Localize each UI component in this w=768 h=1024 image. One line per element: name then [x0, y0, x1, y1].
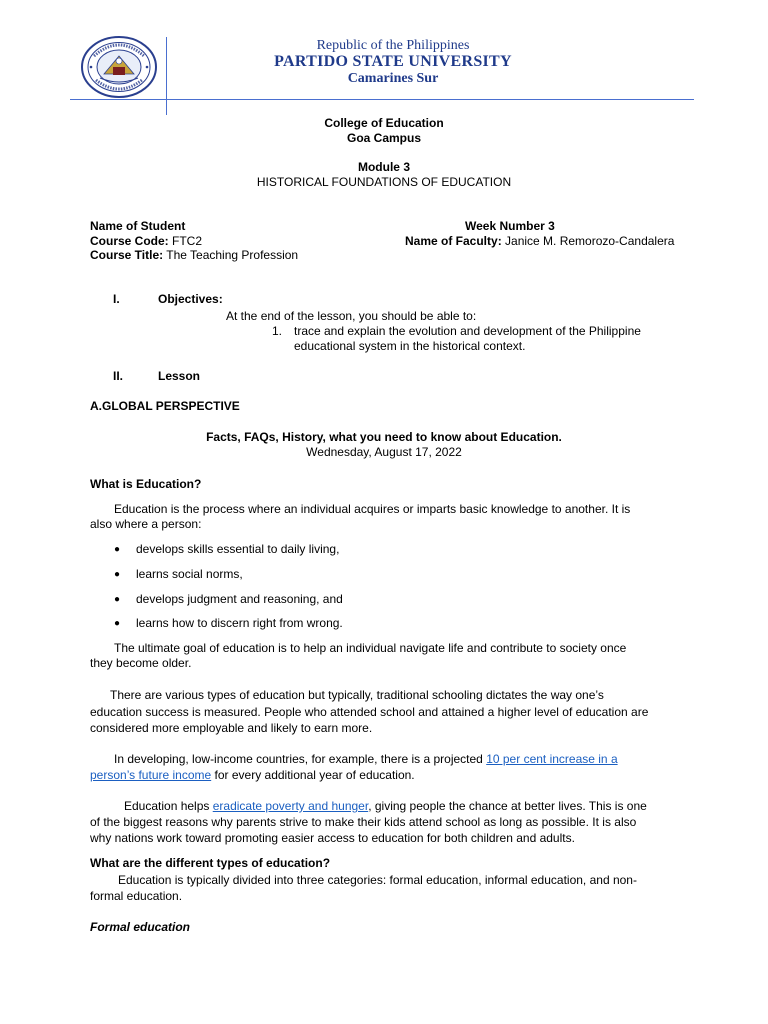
- objectives-heading: Objectives:: [158, 292, 223, 306]
- course-code-value: FTC2: [168, 234, 203, 248]
- list-item: develops judgment and reasoning, and: [136, 592, 343, 606]
- student-name-label: Name of Student: [90, 219, 186, 233]
- what-is-education-heading: What is Education?: [90, 477, 202, 491]
- paragraph-4-text-end: for every additional year of education.: [211, 768, 415, 782]
- paragraph-4-text: In developing, low-income countries, for example, there is a projected: [114, 752, 487, 766]
- paragraph-4-line-1: [114, 752, 618, 766]
- header-horizontal-rule: [70, 99, 694, 100]
- paragraph-3-line-2: education success is measured. People who attended school and attained a higher level of education are: [90, 705, 649, 719]
- paragraph-1-line-2: also where a person:: [90, 517, 202, 531]
- paragraph-2-line-1: The ultimate goal of education is to help an individual navigate life and contribute to society once: [114, 641, 627, 655]
- paragraph-4-line-2: [90, 768, 415, 782]
- module-title: HISTORICAL FOUNDATIONS OF EDUCATION: [256, 175, 512, 189]
- module-number: Module 3: [357, 160, 410, 174]
- course-code-line: [90, 234, 202, 248]
- header-vertical-rule: [166, 37, 167, 115]
- faculty-label: Name of Faculty:: [405, 234, 502, 248]
- paragraph-2-line-2: they become older.: [90, 656, 192, 670]
- formal-education-heading: Formal education: [90, 920, 191, 934]
- lesson-heading: Lesson: [158, 369, 201, 383]
- week-number: Week Number 3: [465, 219, 555, 233]
- paragraph-5-line-1: [124, 799, 647, 813]
- bullet-icon: ●: [114, 544, 121, 555]
- paragraph-5-line-2: of the biggest reasons why parents strive to make their kids attend school as long as possible. It is also: [90, 815, 637, 829]
- bullet-icon: ●: [114, 569, 121, 580]
- list-item: learns how to discern right from wrong.: [136, 616, 343, 630]
- types-paragraph-line-1: Education is typically divided into three categories: formal education, informal education, and non-: [118, 873, 637, 887]
- list-item: develops skills essential to daily living,: [136, 542, 340, 556]
- income-link[interactable]: 10 per cent increase in a: [486, 752, 618, 766]
- bullet-icon: ●: [114, 594, 121, 605]
- faculty-line: [405, 234, 674, 248]
- poverty-hunger-link[interactable]: eradicate poverty and hunger: [212, 799, 369, 813]
- paragraph-5-text-cont: , giving people the chance at better lives. This is one: [368, 799, 647, 813]
- paragraph-1-line-1: Education is the process where an individual acquires or imparts basic knowledge to another. It is: [114, 502, 631, 516]
- objective-item-line1: trace and explain the evolution and development of the Philippine: [294, 324, 641, 338]
- income-link-continued[interactable]: person’s future income: [90, 768, 212, 782]
- article-title: Facts, FAQs, History, what you need to know about Education.: [206, 430, 562, 444]
- types-heading: What are the different types of education?: [90, 856, 331, 870]
- list-item: learns social norms,: [136, 567, 243, 581]
- bullet-icon: ●: [114, 618, 121, 629]
- objective-item-line2: educational system in the historical context.: [294, 339, 526, 353]
- paragraph-3-line-1: There are various types of education but typically, traditional schooling dictates the way one’s: [110, 688, 604, 702]
- paragraph-5-text: Education helps: [124, 799, 213, 813]
- campus-name: Goa Campus: [346, 131, 421, 145]
- objective-item-number: 1.: [272, 324, 283, 338]
- college-name: College of Education: [324, 116, 444, 130]
- course-code-label: Course Code:: [90, 234, 169, 248]
- paragraph-3-line-3: considered more employable and likely to earn more.: [90, 721, 373, 735]
- university-seal-icon: [80, 36, 158, 98]
- objectives-numeral: I.: [113, 292, 120, 306]
- course-title-label: Course Title:: [90, 248, 164, 262]
- province-text: Camarines Sur: [347, 71, 439, 86]
- objectives-intro: At the end of the lesson, you should be able to:: [226, 309, 477, 323]
- republic-text: Republic of the Philippines: [316, 38, 470, 53]
- paragraph-5-line-3: why nations work toward promoting easier access to education for both children and adults.: [90, 831, 575, 845]
- article-date: Wednesday, August 17, 2022: [306, 445, 462, 459]
- course-title-line: [90, 248, 298, 262]
- faculty-value: Janice M. Remorozo-Candalera: [501, 234, 675, 248]
- types-paragraph-line-2: formal education.: [90, 889, 183, 903]
- lesson-numeral: II.: [113, 369, 124, 383]
- global-perspective-heading: A.GLOBAL PERSPECTIVE: [90, 399, 240, 413]
- university-name: PARTIDO STATE UNIVERSITY: [274, 53, 512, 70]
- course-title-value: The Teaching Profession: [163, 248, 299, 262]
